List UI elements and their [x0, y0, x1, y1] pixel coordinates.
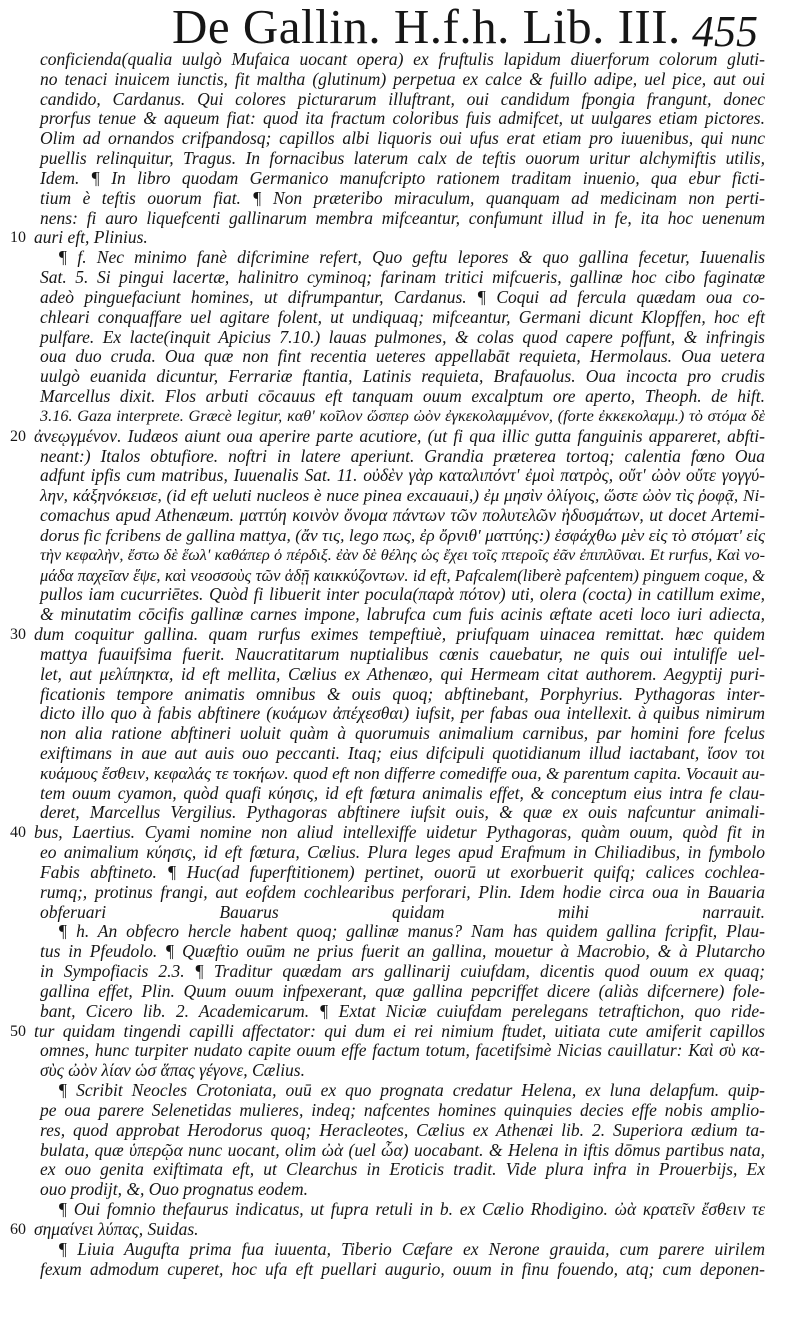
text-line [0, 665, 787, 685]
text-line [0, 546, 787, 566]
running-title: De Gallin. H.f.h. Lib. III. [172, 0, 681, 54]
line-number-marker: 40 [10, 824, 26, 842]
line-text: Sat. 5. Si pingui lacertæ, halinitro cyminoq; farinam tritici mifcueris, gallinæ hoc cibo faginatæ [40, 267, 765, 288]
line-text: dorus fic fcribens de gallina mattya, (ἄν τις, lego πως, ἐρ ὄρνιθ' ματτύης:) ἐσφάχθω μὲν εἰς τὸ στόματ' εἰς [40, 525, 765, 545]
line-text: eo animalium κύησις, id eft fœtura, Cælius. Plura leges apud Erafmum in Chiliadibus, in fymbolo [40, 842, 765, 863]
line-text: puellis relinquitur, Tragus. In fornacibus laterum calx de teftis ouorum uritur alchymiftis utilis, [40, 148, 765, 169]
text-line [0, 685, 787, 705]
text-line [0, 922, 787, 942]
line-text: ¶ Scribit Neocles Crotoniata, ouū ex quo prognata credatur Helena, ex luna delapfum. quip- [58, 1080, 765, 1101]
line-text: tium è teftis ouorum fiat. ¶ Non præteribo miraculum, quanquam ad medicinam non perti- [40, 187, 765, 208]
text-line [0, 1101, 787, 1121]
text-line [0, 268, 787, 288]
line-text: dicto illo quo à fabis abftinere (κυάμων ἀπέχεσθαι) iufsit, per fabas oua intellexit. à quibus nimirum [40, 703, 765, 724]
text-line [0, 387, 787, 407]
text-line [0, 863, 787, 883]
line-number-marker: 20 [10, 427, 26, 445]
line-text: tem ouum cyamon, quòd quafi κύησις, id eft fœtura animalis effet, & conceptum eius intra fe clau- [40, 782, 765, 803]
text-line [0, 209, 787, 229]
text-line [0, 982, 787, 1002]
text-line [0, 1081, 787, 1101]
line-text: conficienda(qualia uulgò Mufaica uocant opera) ex fruftulis lapidum diuerforum colorum gluti- [40, 49, 765, 69]
line-text: rumq;, protinus frangi, aut eofdem cochlearibus perforari, Plin. Idem hodie circa oua in Bauaria [40, 881, 765, 902]
line-text: ¶ h. An obfecro hercle habent quoq; gallinæ manus? Nam has quidem gallina fcripfit, Plau- [58, 921, 765, 942]
text-line [0, 149, 787, 169]
line-text: uulgò euanida dicuntur, Ferrariæ ftantia, Latinis requieta, Brafauolus. Oua incocta pro crudis [40, 366, 765, 387]
body-text [0, 50, 787, 1279]
line-text: Olim ad ornandos crifpandosq; capillos albi liquoris oui ufus erat etiam pro iuuenibus, qui nunc [40, 128, 765, 149]
line-text: exiftimans in aue aut auis ouo peccanti. Itaq; eius difcipuli quotidianum illud iactabant, ἴσον τοι [40, 742, 765, 763]
text-line [0, 1260, 787, 1280]
text-line [0, 903, 787, 923]
text-line [0, 645, 787, 665]
line-text: κυάμους ἔσθειν, κεφαλάς τε τοκήων. quod eft non differre comediffe oua, & parentum capita. Vocauit au- [40, 763, 765, 783]
text-line [0, 328, 787, 348]
text-line [0, 843, 787, 863]
line-text: candido, Cardanus. Qui colores picturarum illuftrant, oui candidum fpongia frangunt, donec [40, 88, 765, 109]
line-text: chleari conquaffare uel agitare folent, ut undiquaq; mifceantur, Germani dicunt Klopffen, hoc eft [40, 306, 765, 327]
line-text: λην, κάξηνόκεισε, (id eft ueluti nucleos è nuce pinea excauaui,) ἐμ μησὶν ὀλίγοις, ὥστε ὠὸν τὶς ῥοφᾷ, Ni- [40, 486, 765, 506]
line-text: Marcellus dixit. Flos arbuti cōcauus eft tanquam ouum excalptum ore aperto, Theoph. de hift. [40, 386, 765, 407]
line-text: adfunt ipfis cum matribus, Iuuenalis Sat. 11. οὐδὲν γὰρ καταλιπόντ' ἐμοὶ πατρὸς, οὔτ' ὠὸν οὔτε γογγύ- [40, 465, 765, 486]
text-line [0, 784, 787, 804]
text-line [0, 1002, 787, 1022]
line-text: oua duo cruda. Oua quæ non fint recentia ueteres appellabāt requieta, Hermolaus. Oua uetera [40, 346, 765, 367]
line-text: dum coquitur gallina. quam rurfus eximes tempeftiuè, priufquam uinacea remittat. hæc quidem [34, 624, 765, 645]
line-text: mattya fuauifsima fuerit. Naucratitarum nuptialibus cœnis cauebatur, ne quis oui intulifſe uel- [40, 643, 765, 664]
line-text: no tenaci inuicem iunctis, fit maltha (glutinum) perpetua ex calce & fuillo adipe, uel pice, aut oui [40, 68, 765, 89]
text-line [0, 50, 787, 70]
line-text: ex ouo genita exiftimata eft, ut Clearchus in Eroticis tradit. Vide plura infra in Prouerbijs, Ex [40, 1159, 765, 1180]
line-text: 3.16. Gaza interprete. Græcè legitur, καθ' κοῖλον ὥσπερ ὠὸν ἐγκεκολαμμένον, (forte ἐκκεκολαμμ.) τὸ στόμα δὲ [40, 406, 765, 425]
text-line [0, 169, 787, 189]
text-line [0, 942, 787, 962]
line-number-marker: 30 [10, 626, 26, 644]
text-line [0, 1141, 787, 1161]
text-line [0, 605, 787, 625]
text-line [0, 1220, 787, 1240]
line-number-marker: 50 [10, 1022, 26, 1040]
line-text: prorfus tenue & aqueum fiat: quod ita fractum coloribus fuis admifcet, ut uulgares etiam pictores. [40, 108, 765, 129]
text-line [0, 1160, 787, 1180]
line-text: in Sympofiacis 2.3. ¶ Traditur quædam ars gallinarij cuiufdam, dicentis quod ouum ex quaq; [40, 961, 765, 982]
text-line [0, 347, 787, 367]
line-text: bant, Cicero lib. 2. Academicarum. ¶ Extat Niciæ cuiufdam perelegans tetraftichon, quo ride- [40, 1000, 765, 1021]
text-line [0, 248, 787, 268]
text-line [0, 427, 787, 447]
line-text: res, quod approbat Herodorus quoq; Heracleotes, Cælius ex Athenæi lib. 2. Superiora ædium ta- [40, 1119, 765, 1140]
text-line [0, 129, 787, 149]
text-line [0, 90, 787, 110]
page-number: 455 [692, 7, 758, 56]
line-text: pulfare. Ex lacte(inquit Apicius 7.10.) lauas pulmones, & colas quod capere poffunt, & infringis [40, 326, 765, 347]
text-line [0, 466, 787, 486]
line-text: ἀνεῳγμένον. Iudæos aiunt oua aperire parte acutiore, (ut fi qua illic gutta fanguinis appareret, abfti- [34, 425, 765, 446]
line-number-marker: 60 [10, 1220, 26, 1238]
text-line [0, 823, 787, 843]
line-text: ouo prodijt, &, Ouo prognatus eodem. [40, 1179, 309, 1200]
text-line [0, 744, 787, 764]
line-text: neant:) Italos obtufiore. noftri in latere aperiunt. Grandia præterea tortoq; calentia fœno Oua [40, 445, 765, 466]
text-line [0, 486, 787, 506]
text-line [0, 724, 787, 744]
line-text: gallina effet, Plin. Quum ouum infpexerant, quæ gallina pepcriffet dicere (aliàs difcernere) fole- [40, 980, 765, 1001]
text-line [0, 1180, 787, 1200]
text-line [0, 288, 787, 308]
line-text: ¶ Oui fomnio thefaurus indicatus, ut fupra retuli in b. ex Cælio Rhodigino. ὠὰ κρατεῖν ἔσθειν τε [58, 1199, 765, 1220]
line-text: bulata, quæ ὑπερῷα nunc uocant, olim ὠὰ (uel ὦα) uocabant. & Helena in iftis dōmus partibus nata, [40, 1139, 765, 1160]
line-text: non alia ratione abftineri uoluit quàm à quorumuis animalium carnibus, par homini fore fcelus [40, 723, 765, 744]
line-text: let, aut μελίπηκτα, id eft mellita, Cælius ex Athenæo, qui Hermeam citat authorem. Aegyptij puri- [40, 663, 765, 684]
line-text: Idem. ¶ In libro quodam Germanico manufcripto rationem traditam inuenio, qua ebur ficti- [40, 167, 765, 188]
line-text: deret, Marcellus Vergilius. Pythagoras abftinere iufsit ouis, & quæ ex ouis nafcuntur animali- [40, 802, 765, 823]
line-text: σὺς ὠὸν λίαν ὡσ ἅπας γέγονε, Cælius. [40, 1060, 305, 1081]
line-text: ¶ Liuia Augufta prima fua iuuenta, Tiberio Cæfare ex Nerone grauida, cum parere uirilem [58, 1238, 765, 1259]
text-line [0, 506, 787, 526]
text-line [0, 447, 787, 467]
text-line [0, 308, 787, 328]
line-number-marker: 10 [10, 229, 26, 247]
text-line [0, 407, 787, 427]
text-line [0, 109, 787, 129]
line-text: nens: fi auro liquefcenti gallinarum membra mifceantur, confumunt illud in fe, ita hoc uenenum [40, 207, 765, 228]
text-line [0, 1061, 787, 1081]
line-text: adeò pinguefaciunt homines, ut difrumpantur, Cardanus. ¶ Coqui ad fercula quædam oua co- [40, 286, 765, 307]
line-text: tur quidam tingendi capilli affectator: qui dum ei rei nimium ftudet, uitiata cute amiferit capillos [34, 1020, 765, 1041]
text-line [0, 764, 787, 784]
text-line [0, 526, 787, 546]
text-line [0, 704, 787, 724]
text-line [0, 1240, 787, 1260]
line-text: Fabis abftineto. ¶ Huc(ad fuperftitionem) pertinet, ouorū ut exorbuerit quifq; calices cochlea- [40, 861, 765, 882]
text-line [0, 625, 787, 645]
line-text: μάδα παχεῖαν ἕψε, καὶ νεοσσοὺς τῶν ἁδῇ καικκύζοντων. id eft, Pafcalem(liberè pafcentem) pinguem coque, & [40, 565, 765, 585]
text-line [0, 883, 787, 903]
line-text: σημαίνει λύπας, Suidas. [34, 1218, 199, 1239]
text-line [0, 1022, 787, 1042]
text-line [0, 70, 787, 90]
text-line [0, 189, 787, 209]
text-line [0, 962, 787, 982]
text-line [0, 367, 787, 387]
page-header [0, 0, 787, 56]
line-text: & minutatim cōcifis gallinæ carnes impone, labrufca cum fuis acinis æftate aceti loco iuri adiecta, [40, 604, 765, 625]
line-text: comachus apud Athenæum. ματτύη κοινὸν ὄνομα πάντων τῶν πολυτελῶν ἠδυσμάτων, ut docet Artemi- [40, 505, 765, 526]
line-text: bus, Laertius. Cyami nomine non aliud intellexiffe uidetur Pythagoras, quàm ouum, quòd fit in [34, 822, 765, 843]
line-text: pullos iam cucurriētes. Quòd fi libuerit inter pocula(παρὰ πότον) uti, olera (cocta) in catillum exime, [40, 584, 765, 605]
line-text: tus in Pfeudolo. ¶ Quæftio ouūm ne prius fuerit an gallina, mouetur à Macrobio, & à Plutarcho [40, 941, 765, 962]
line-text: obferuari Bauarus quidam mihi narrauit. [40, 901, 765, 922]
text-line [0, 1041, 787, 1061]
line-text: ficationis tempore animatis omnibus & ouis quoq; abftinebant, Porphyrius. Pythagoras inter- [40, 683, 765, 704]
text-line [0, 1200, 787, 1220]
text-line [0, 566, 787, 586]
line-text: τὴν κεφαλὴν, ἔστω δὲ ἕωλ' καθάπερ ὁ πέρδιξ. ἐὰν δὲ θέλης ὡς ἔχει τοῖς πτεροῖς ἐᾶν ἐπιπλῦναι. Et rurfus, Καὶ νο- [40, 545, 765, 564]
line-text: fexum admodum cuperet, hoc ufa eft puellari augurio, ouum in finu fouendo, atq; cum deponen- [40, 1258, 765, 1279]
line-text: auri eft, Plinius. [34, 227, 148, 248]
line-text: ¶ f. Nec minimo fanè difcrimine refert, Quo geftu lepores & quo gallina fecetur, Iuuenalis [58, 247, 765, 268]
line-text: omnes, hunc turpiter nudato capite ouum effe factum totum, facetifsimè Nicias cauillatur: Καὶ σὺ κα- [40, 1040, 765, 1061]
line-text: pe oua parere Selenetidas mulieres, indeq; nafcentes homines quinquies decies effe nobis amplio- [40, 1099, 765, 1120]
text-line [0, 585, 787, 605]
text-line [0, 803, 787, 823]
text-line [0, 228, 787, 248]
text-line [0, 1121, 787, 1141]
